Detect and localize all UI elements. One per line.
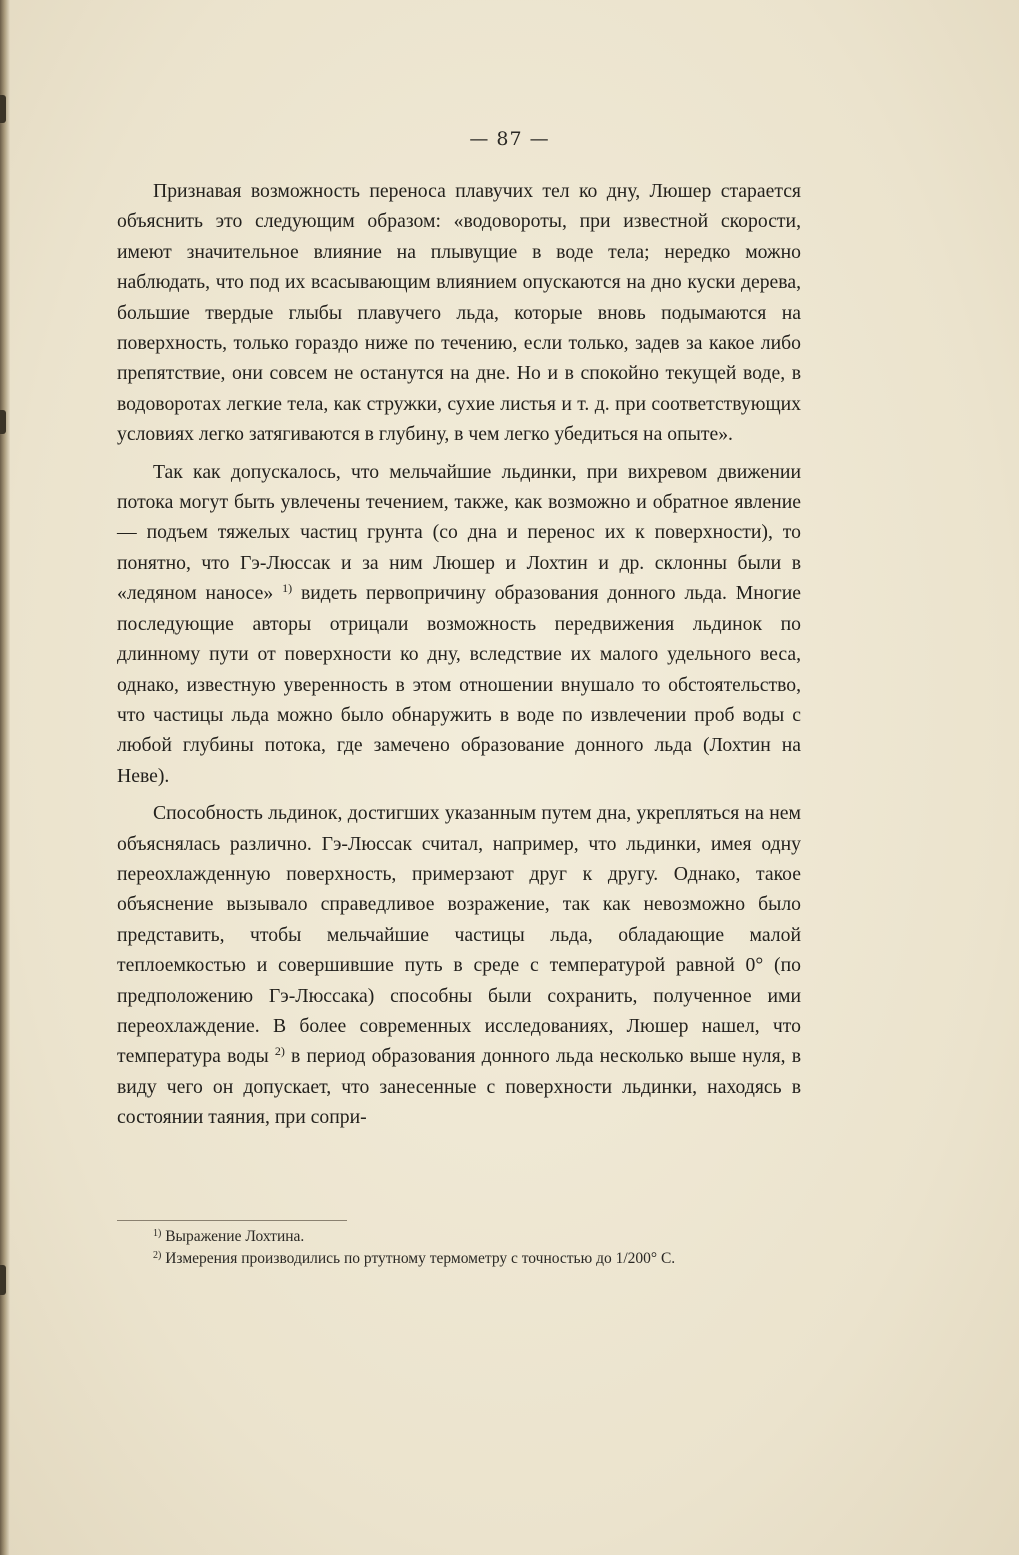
- footnote-1: [117, 1226, 801, 1247]
- main-text: [117, 176, 801, 1140]
- binding-mark: [0, 410, 6, 434]
- paragraph-2-text-a: Так как допускалось, что мельчайшие льдинки, при вихревом движении потока могут быть увлечены течением, также, как возможно и обратное явление — подъем тяжелых частиц грунта (со дна и перенос их к поверхности), то понятно, что Гэ-Люссак и за ним Люшер и Лохтин и др. склонны были в «ледяном наносе»: [117, 460, 801, 605]
- footnote-ref-2: 2): [274, 1044, 285, 1059]
- paragraph-2: [117, 457, 801, 791]
- paragraph-2-text-b: видеть первопричину образования донного льда. Многие последующие авторы отрицали возможность передвижения льдинок по длинному пути от поверхности ко дну, вследствие их малого удельного веса, однако, известную уверенность в этом отношении внушало то обстоятельство, что частицы льда можно было обнаружить в воде по извлечении проб воды с любой глубины потока, где замечено образование донного льда (Лохтин на Неве).: [117, 582, 802, 787]
- footnote-2-mark: 2): [153, 1250, 162, 1261]
- footnote-ref-1: 1): [282, 581, 293, 596]
- footnote-divider: [117, 1220, 347, 1221]
- page-number: — 87 —: [469, 128, 550, 150]
- binding-mark: [0, 95, 6, 123]
- paragraph-3: [117, 798, 801, 1132]
- footnote-2-text: Измерения производились по ртутному термометру с точностью до 1/200° C.: [161, 1250, 676, 1267]
- footnotes: [117, 1226, 801, 1270]
- paragraph-3-text-a: Способность льдинок, достигших указанным путем дна, укрепляться на нем объяснялась различно. Гэ-Люссак считал, например, что льдинки, имея одну переохлажденную поверхность, примерзают друг к другу. Однако, такое объяснение вызывало справедливое возражение, так как невозможно было представить, чтобы мельчайшие частицы льда, обладающие малой теплоемкостью и совершившие путь в среде с температурой равной 0° (по предположению Гэ-Люссака) способны были сохранить, полученное ими переохлаждение. В более современных исследованиях, Люшер нашел, что температура воды: [117, 802, 801, 1068]
- footnote-1-mark: 1): [153, 1228, 162, 1239]
- footnote-1-text: Выражение Лохтина.: [161, 1228, 305, 1245]
- paragraph-1: Признавая возможность переноса плавучих тел ко дну, Люшер старается объяснить это следующим образом: «водовороты, при известной скорости, имеют значительное влияние на плывущие в воде тела; нередко можно наблюдать, что под их всасывающим влиянием опускаются на дно куски дерева, большие твердые глыбы плавучего льда, которые вновь подымаются на поверхность, только гораздо ниже по течению, если только, задев за какое либо препятствие, они совсем не останутся на дне. Но и в спокойно текущей воде, в водоворотах легкие тела, как стружки, сухие листья и т. д. при соответствующих условиях легко затягиваются в глубину, в чем легко убедиться на опыте».: [117, 180, 801, 446]
- paragraph-3-text-b: в период образования донного льда несколько выше нуля, в виду чего он допускает, что занесенные с поверхности льдинки, находясь в состоянии таяния, при сопри-: [117, 1045, 801, 1129]
- binding-mark: [0, 1265, 6, 1295]
- binding-edge: [0, 0, 10, 1555]
- footnote-2: [117, 1248, 801, 1269]
